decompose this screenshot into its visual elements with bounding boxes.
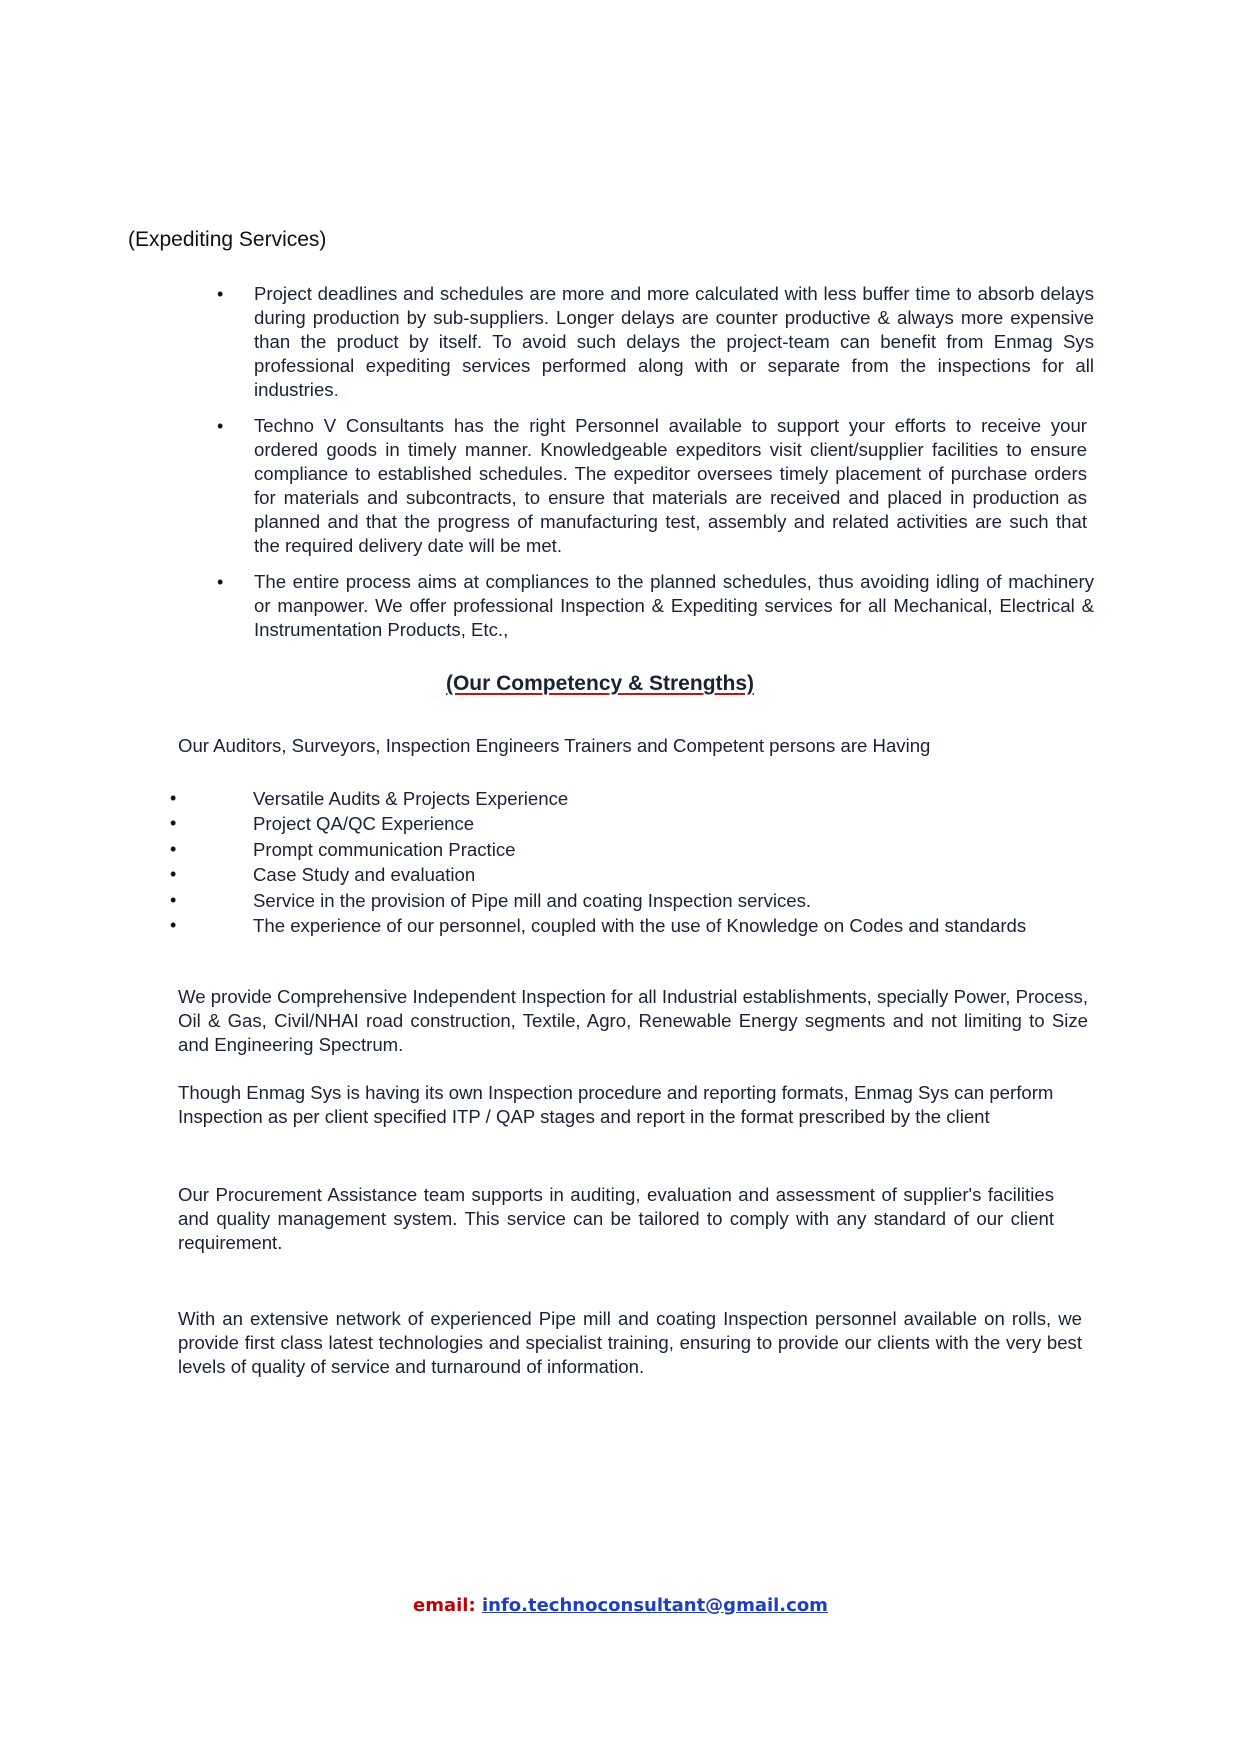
section-title-expediting: (Expediting Services) <box>128 228 327 251</box>
bullet-text: Techno V Consultants has the right Personnel available to support your efforts to receive your ordered goods in timely manner. Knowledgeable expeditors visit client/supplier facilities to ensure compliance to established schedules. The expeditor oversees timely placement of purchase orders for materials and subcontracts, to ensure that materials are received and placed in production as planned and that the progress of manufacturing test, assembly and related activities are such that the required delivery date will be met. <box>254 415 1087 556</box>
paragraph-network: With an extensive network of experienced Pipe mill and coating Inspection personnel available on rolls, we provide first class latest technologies and specialist training, ensuring to provide our clients with the very best levels of quality of service and turnaround of information. <box>178 1308 1082 1377</box>
email-label: email: <box>413 1595 476 1616</box>
footer-contact <box>0 1595 1241 1616</box>
list-item <box>214 570 1094 642</box>
paragraph-procurement-assistance: Our Procurement Assistance team supports in auditing, evaluation and assessment of supplier's facilities and quality management system. This service can be tailored to comply with any standard of our client requirement. <box>178 1184 1054 1253</box>
expediting-bullet-list <box>214 282 1094 654</box>
email-link[interactable]: info.technoconsultant@gmail.com <box>481 1595 828 1616</box>
competency-bullet-list <box>170 786 1050 938</box>
red-period-mark: . <box>333 379 339 400</box>
paragraph-inspection-formats: Though Enmag Sys is having its own Inspection procedure and reporting formats, Enmag Sys can perform Inspection as per client specified ITP / QAP stages and report in the format prescribed by the client <box>178 1082 1054 1127</box>
list-item: • Service in the provision of Pipe mill and coating Inspection services. <box>170 888 1050 913</box>
bullet-text: The entire process aims at compliances to the planned schedules, thus avoiding idling of machinery or manpower. We offer professional Inspection & Expediting services for all Mechanical, Electrical & Instrumentation Products, Etc., <box>254 571 1094 640</box>
list-item: • Case Study and evaluation <box>170 862 1050 887</box>
competency-intro: Our Auditors, Surveyors, Inspection Engineers Trainers and Competent persons are Having <box>178 735 931 756</box>
competency-heading-text: (Our Competency & Strengths) <box>445 672 755 695</box>
competency-heading <box>0 672 1200 696</box>
list-item: • Project QA/QC Experience <box>170 811 1050 836</box>
list-item <box>214 414 1087 558</box>
list-item: • The experience of our personnel, coupled with the use of Knowledge on Codes and standards <box>170 913 1050 938</box>
list-item <box>214 282 1094 402</box>
list-item: • Versatile Audits & Projects Experience <box>170 786 1050 811</box>
bullet-text: Project deadlines and schedules are more and more calculated with less buffer time to absorb delays during production by sub-suppliers. Longer delays are counter productive & always more expensive than the product by itself. To avoid such delays the project-team can benefit from Enmag Sys professional expediting services performed along with or separate from the inspections for all industries <box>254 283 1094 400</box>
paragraph-comprehensive-inspection: We provide Comprehensive Independent Inspection for all Industrial establishments, specially Power, Process, Oil & Gas, Civil/NHAI road construction, Textile, Agro, Renewable Energy segments and not limiting to Size and Engineering Spectrum. <box>178 986 1088 1055</box>
list-item: • Prompt communication Practice <box>170 837 1050 862</box>
